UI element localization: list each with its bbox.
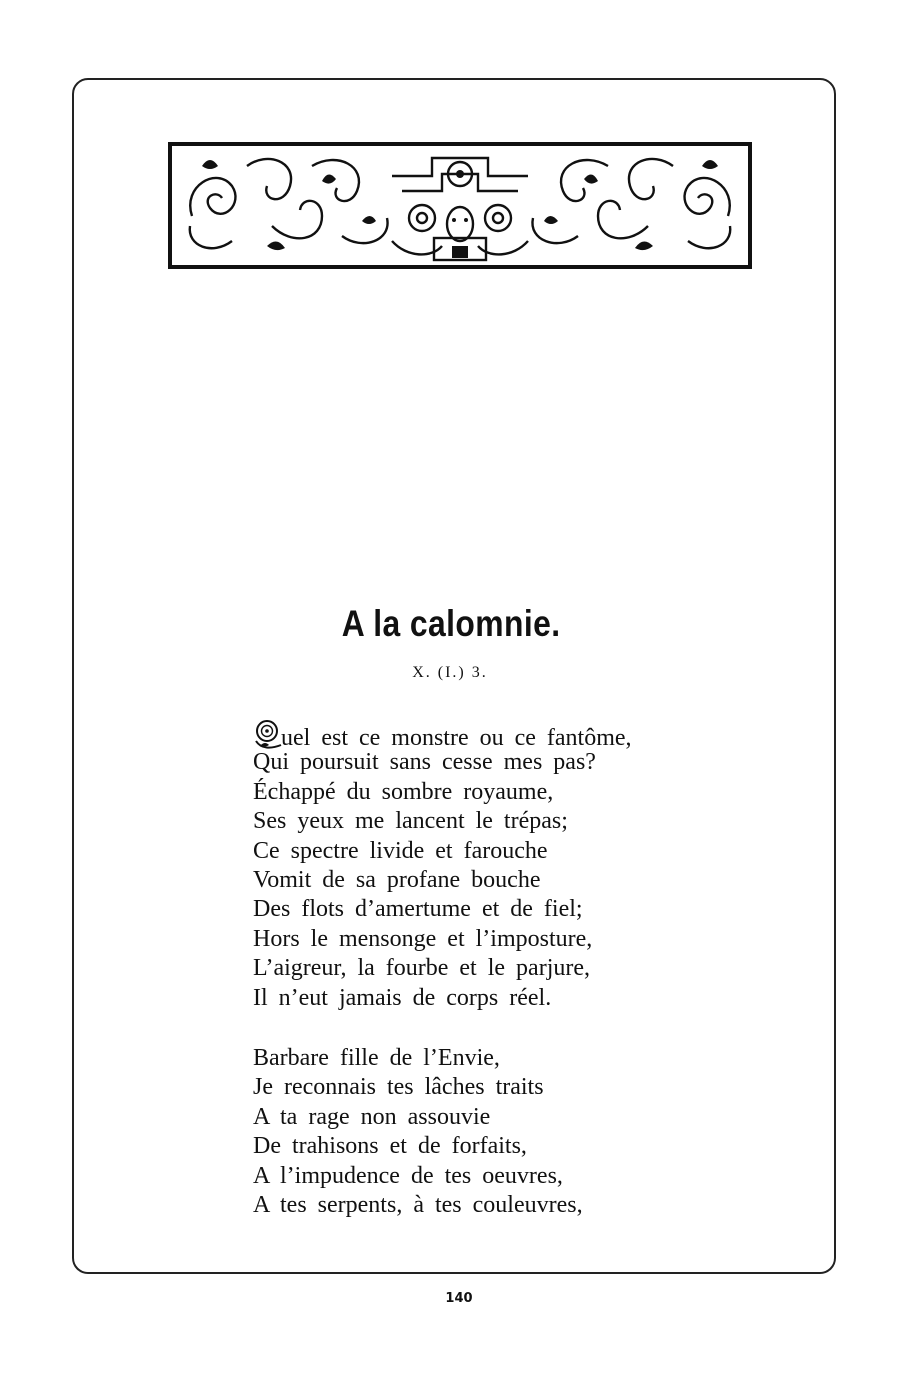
verse-line: Hors le mensonge et l’imposture, xyxy=(253,925,593,952)
verse-line: De trahisons et de forfaits, xyxy=(253,1133,527,1160)
verse-line xyxy=(253,719,632,751)
poem-reference: X. (I.) 3. xyxy=(412,664,488,681)
verse-line: Il n’eut jamais de corps réel. xyxy=(253,984,552,1011)
verse-line: Ce spectre livide et farouche xyxy=(253,837,548,864)
verse-text: uel est ce monstre ou ce fantôme, xyxy=(281,725,632,751)
page-number: 140 xyxy=(445,1291,473,1306)
verse-line: L’aigreur, la fourbe et le parjure, xyxy=(253,955,590,982)
verse-line: Je reconnais tes lâches traits xyxy=(253,1074,544,1101)
verse-line: Vomit de sa profane bouche xyxy=(253,866,541,893)
verse-line: Échappé du sombre royaume, xyxy=(253,778,554,805)
verse-line: Barbare fille de l’Envie, xyxy=(253,1045,500,1071)
verse-line: Des flots d’amertume et de fiel; xyxy=(253,896,583,923)
verse-line: A l’impudence de tes oeuvres, xyxy=(253,1162,563,1189)
verse-line: Qui poursuit sans cesse mes pas? xyxy=(253,749,596,776)
verse-line: A ta rage non assouvie xyxy=(253,1103,491,1130)
stanza-2 xyxy=(253,1044,583,1220)
verse-line: A tes serpents, à tes couleuvres, xyxy=(253,1191,583,1218)
verse-line: Ses yeux me lancent le trépas; xyxy=(253,808,568,835)
poem-title: A la calomnie. xyxy=(341,603,561,644)
header-ornament-banner xyxy=(168,142,752,269)
stanza-1 xyxy=(253,719,632,1013)
